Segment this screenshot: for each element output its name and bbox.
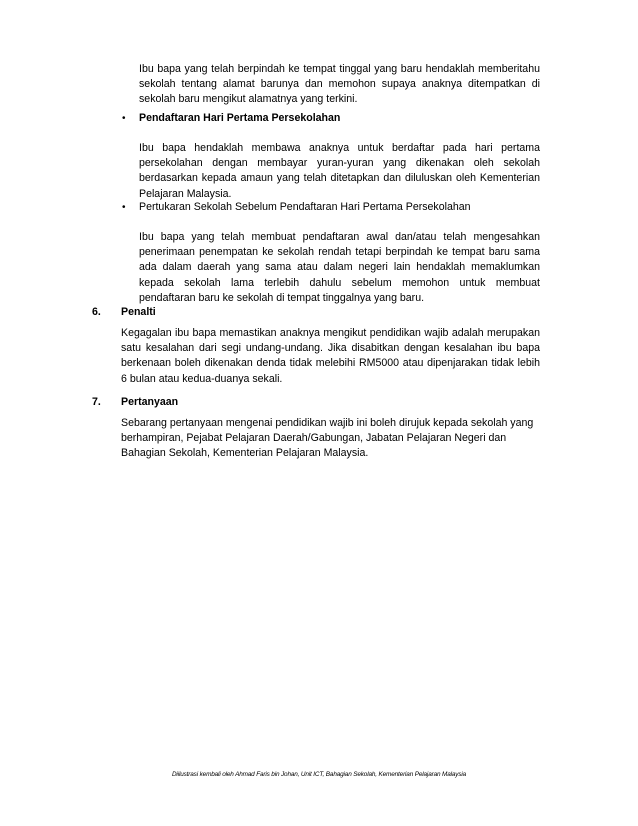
bullet-body-first-day-registration: Ibu bapa hendaklah membawa anaknya untuk berdaftar pada hari pertama persekolahan dengan membayar yuran-yuran yang dikenakan oleh sekolah berdasarkan kepada amaun yang telah ditetapkan dan diluluskan oleh Kementerian Pelajaran Malaysia. (139, 142, 540, 200)
page-footer-credit: Diilustrasi kembali oleh Ahmad Faris bin Johan, Unit ICT, Bahagian Sekolah, Kementerian Pelajaran Malaysia (171, 771, 467, 778)
section-body-pertanyaan: Sebarang pertanyaan mengenai pendidikan wajib ini boleh dirujuk kepada sekolah yang berhampiran, Pejabat Pelajaran Daerah/Gabungan, Jabatan Pelajaran Negeri dan Bahagian Sekolah, Kementerian Pelajaran Malaysia. (121, 417, 534, 460)
bullet-body-school-transfer: Ibu bapa yang telah membuat pendaftaran awal dan/atau telah mengesahkan penerimaan penempatan ke sekolah rendah tetapi berpindah ke tempat baru sama ada dalam daerah yang sama atau dalam negeri lain hendaklah memaklumkan kepada sekolah lama terlebih dahulu sebelum memohon untuk membuat pendaftaran baru ke sekolah di tempat tinggalnya yang baru. (139, 231, 540, 304)
paragraph-relocation-notice: Ibu bapa yang telah berpindah ke tempat tinggal yang baru hendaklah memberitahu sekolah tentang alamat barunya dan memohon supaya anaknya ditempatkan di sekolah baru mengikut alamatnya yang terkini. (139, 63, 540, 106)
bullet-icon: • (122, 113, 126, 124)
section-number: 7. (92, 396, 101, 408)
bullet-title-school-transfer: Pertukaran Sekolah Sebelum Pendaftaran Hari Pertama Persekolahan (139, 201, 471, 213)
section-title-penalti: Penalti (121, 306, 156, 318)
bullet-icon: • (122, 202, 126, 213)
section-body-penalti: Kegagalan ibu bapa memastikan anaknya mengikut pendidikan wajib adalah merupakan satu kesalahan dari segi undang-undang. Jika disabitkan dengan kesalahan ibu bapa berkenaan boleh dikenakan denda tidak melebihi RM5000 atau dipenjarakan tidak lebih 6 bulan atau kedua-duanya sekali. (121, 327, 540, 385)
bullet-title-first-day-registration: Pendaftaran Hari Pertama Persekolahan (139, 112, 341, 124)
section-title-pertanyaan: Pertanyaan (121, 396, 179, 408)
section-number: 6. (92, 306, 101, 318)
